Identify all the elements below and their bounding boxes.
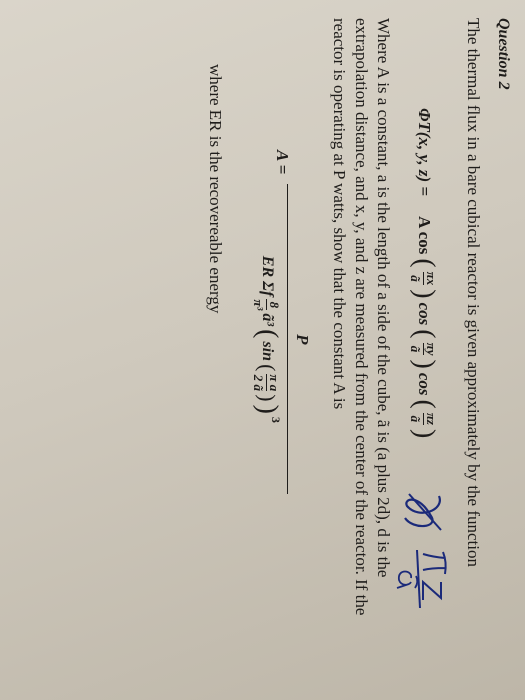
flux-lhs: ΦT(x, y, z) = (415, 108, 434, 197)
denominator: ER Σf 8 π³ ã³ ( sin ( π a 2 ã ) ) 3 (251, 255, 283, 423)
numerator-p: P (293, 334, 312, 345)
sin-argument: π a 2 ã (251, 374, 283, 392)
sin-label: sin (259, 341, 276, 362)
paragraph-line-3: reactor is operating at P watts, show that the constant A is (330, 18, 349, 410)
flux-equation: ΦT(x, y, z) = A cos ( πx ã ) cos ( πy ã ) cos ( πz ã ) (408, 108, 440, 439)
cos-z-fraction: πz ã (408, 412, 440, 425)
denominator-prefix: ER Σf (259, 255, 276, 297)
a-tilde-cubed: ã³ (259, 313, 276, 327)
question-title: Question 2 (495, 18, 512, 90)
cube-exponent: 3 (269, 416, 283, 423)
eight-over-pi-cubed: 8 π³ (251, 299, 283, 311)
paragraph-line-2: extrapolation distance, and x, y, and z are measured from the center of the reactor. If the (352, 18, 371, 616)
a-eq-label: A = (273, 150, 292, 175)
handwritten-fraction (393, 548, 453, 618)
constant-a-equation (251, 150, 313, 494)
flux-amplitude: A cos (415, 216, 434, 255)
cos-y-label: cos (415, 302, 434, 326)
fraction-bar (287, 184, 288, 494)
cos-z-label: cos (415, 372, 434, 396)
footer-text: where ER is the recovereable energy (206, 64, 225, 314)
intro-text: The thermal flux in a bare cubical reactor is given approximately by the function (464, 18, 483, 567)
paragraph-line-1: Where A is a constant, a is the length of a side of the cube, ã is (a plus 2d), d is the (374, 18, 393, 578)
a-fraction (251, 184, 313, 494)
cos-y-fraction: πy ã (408, 342, 440, 356)
scribble-mark (399, 490, 449, 538)
cos-x-fraction: πx ã (408, 271, 440, 286)
